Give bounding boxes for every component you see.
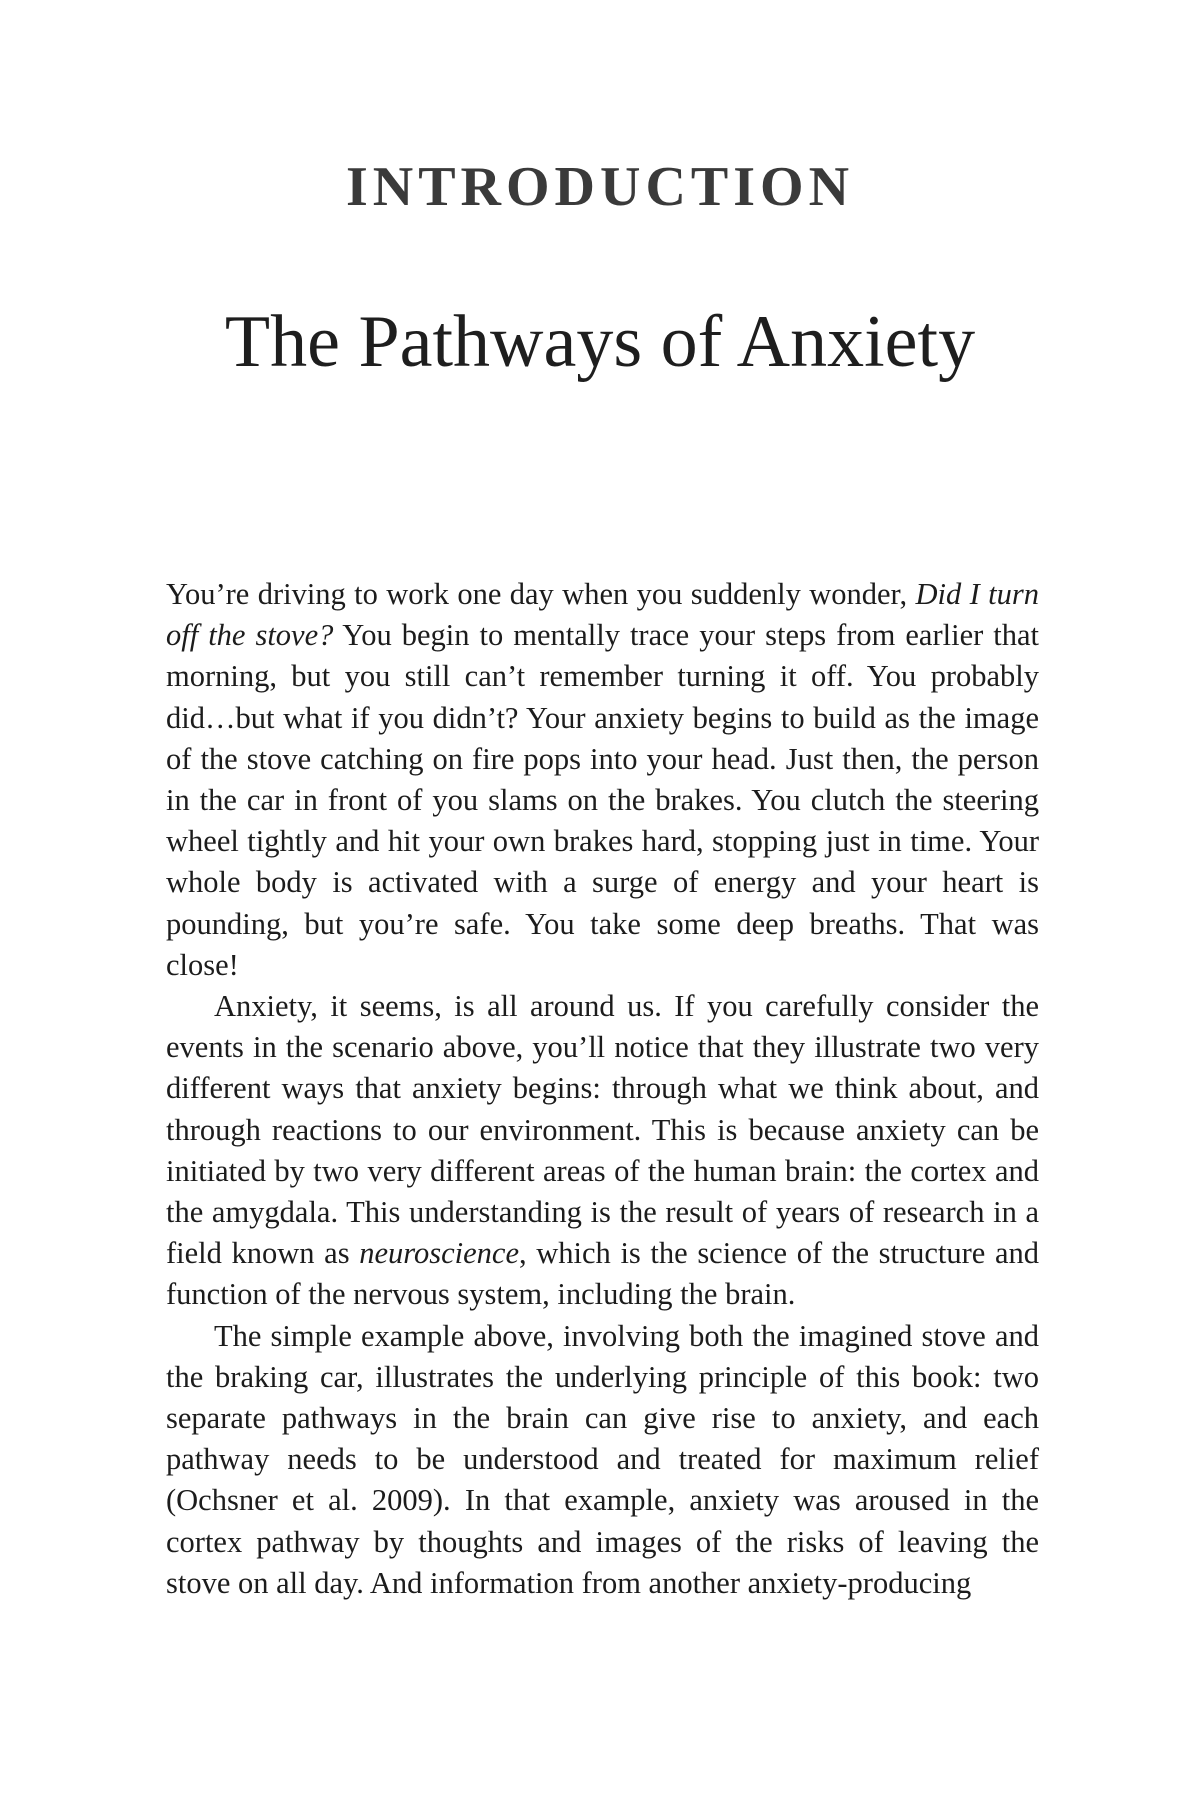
chapter-label: INTRODUCTION	[345, 156, 855, 218]
text-run: You begin to mentally trace your steps from earlier that morning, but you still can’t remember turning it off. You probably did…but what if you didn’t? Your anxiety begins to build as the image of the stove catching on fire pops into your head. Just then, the person in the car in front of you slams on the brakes. You clutch the steering wheel tightly and hit your own brakes hard, stopping just in time. Your whole body is activated with a surge of energy and your heart is pounding, but you’re safe. You take some deep breaths. That was close!	[166, 618, 1039, 982]
text-run: You’re driving to work one day when you suddenly wonder,	[166, 577, 916, 611]
text-run: Anxiety, it seems, is all around us. If you carefully consider the events in the scenario above, you’ll notice that they illustrate two very different ways that anxiety begins: through what we think about, and through reactions to our environment. This is because anxiety can be initiated by two very different areas of the human brain: the cortex and the amygdala. This understanding is the result of years of research in a field known as	[166, 989, 1039, 1271]
paragraph-3	[166, 1316, 1039, 1604]
italic-text-run: Did I turn off the stove?	[166, 577, 1040, 653]
chapter-title: The Pathways of Anxiety	[224, 301, 976, 383]
paragraph-2	[166, 986, 1039, 1316]
text-run: The simple example above, involving both the imagined stove and the braking car, illustrates the underlying principle of this book: two separate pathways in the brain can give rise to anxiety, and each pathway needs to be understood and treated for maximum relief (Ochsner et al. 2009). In that example, anxiety was aroused in the cortex pathway by thoughts and images of the risks of leaving the stove on all day. And information from another anxiety-producing	[166, 1318, 1039, 1600]
paragraph-1	[166, 574, 1039, 986]
italic-text-run: neuroscience	[359, 1236, 520, 1271]
body-text	[166, 574, 1039, 1604]
text-run: , which is the science of the structure and function of the nervous system, including the brain.	[166, 1236, 1040, 1312]
